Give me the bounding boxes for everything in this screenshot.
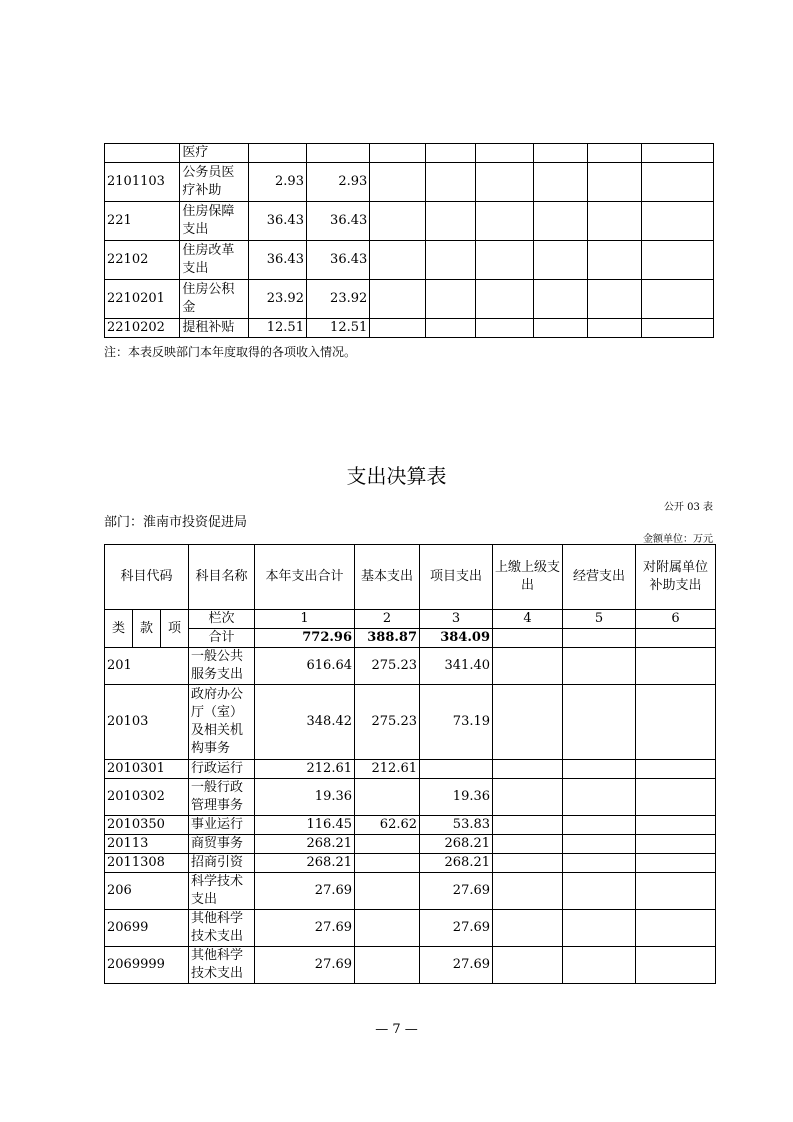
name-cell: 公务员医疗补助 <box>180 163 248 202</box>
code-cell: 2010301 <box>105 760 189 779</box>
code-cell: 2011308 <box>105 854 189 873</box>
basic-cell: 12.51 <box>306 319 369 338</box>
project-cell: 19.36 <box>420 779 493 816</box>
total-label: 合计 <box>189 629 255 648</box>
total-cell: 268.21 <box>255 835 355 854</box>
total-cell: 27.69 <box>255 910 355 947</box>
name-cell: 一般行政管理事务 <box>189 779 255 816</box>
name-cell: 其他科学技术支出 <box>189 910 255 947</box>
basic-cell: 2.93 <box>306 163 369 202</box>
table-row <box>105 319 714 338</box>
table-row <box>105 144 714 163</box>
code-cell: 2010350 <box>105 816 189 835</box>
code-cell <box>105 144 180 163</box>
table-row <box>105 163 714 202</box>
total-basic: 388.87 <box>355 629 420 648</box>
table-row <box>105 779 716 816</box>
col-number: 2 <box>355 610 420 629</box>
basic-cell <box>355 947 420 984</box>
col-number: 4 <box>493 610 563 629</box>
name-cell: 科学技术支出 <box>189 873 255 910</box>
total-cell: 36.43 <box>248 241 306 280</box>
basic-cell <box>355 854 420 873</box>
total-project: 384.09 <box>420 629 493 648</box>
code-cell: 206 <box>105 873 189 910</box>
header-kuan: 款 <box>133 610 161 648</box>
code-cell: 20113 <box>105 835 189 854</box>
code-cell: 22102 <box>105 241 180 280</box>
col-number: 6 <box>636 610 716 629</box>
basic-cell <box>306 144 369 163</box>
basic-cell: 275.23 <box>355 685 420 760</box>
project-cell: 53.83 <box>420 816 493 835</box>
table-row <box>105 947 716 984</box>
unit-label: 金额单位：万元 <box>643 534 713 545</box>
total-row <box>105 629 716 648</box>
total-cell: 19.36 <box>255 779 355 816</box>
name-cell: 一般公共服务支出 <box>189 648 255 685</box>
name-cell: 其他科学技术支出 <box>189 947 255 984</box>
department-label: 部门：淮南市投资促进局 <box>104 515 248 530</box>
header-col1: 本年支出合计 <box>255 545 355 610</box>
column-number-row <box>105 610 716 629</box>
name-cell: 医疗 <box>180 144 248 163</box>
project-cell <box>420 760 493 779</box>
project-cell: 27.69 <box>420 910 493 947</box>
project-cell: 27.69 <box>420 873 493 910</box>
header-col6: 对附属单位补助支出 <box>636 545 716 610</box>
header-name: 科目名称 <box>189 545 255 610</box>
basic-cell: 23.92 <box>306 280 369 319</box>
name-cell: 住房改革支出 <box>180 241 248 280</box>
total-cell: 2.93 <box>248 163 306 202</box>
header-row <box>105 545 716 610</box>
table-row <box>105 816 716 835</box>
table-row <box>105 685 716 760</box>
code-cell: 20699 <box>105 910 189 947</box>
total-cell: 116.45 <box>255 816 355 835</box>
project-cell: 268.21 <box>420 854 493 873</box>
basic-cell: 275.23 <box>355 648 420 685</box>
total-cell: 212.61 <box>255 760 355 779</box>
name-cell: 住房公积金 <box>180 280 248 319</box>
name-cell: 商贸事务 <box>189 835 255 854</box>
expenditure-table <box>104 544 716 984</box>
header-col2: 基本支出 <box>355 545 420 610</box>
page-title: 支出决算表 <box>346 464 447 488</box>
table-row <box>105 854 716 873</box>
basic-cell <box>355 779 420 816</box>
total-cell: 616.64 <box>255 648 355 685</box>
table-note: 注：本表反映部门本年度取得的各项收入情况。 <box>104 345 357 359</box>
table-row <box>105 760 716 779</box>
table-row <box>105 835 716 854</box>
total-sum: 772.96 <box>255 629 355 648</box>
code-cell: 2010302 <box>105 779 189 816</box>
basic-cell: 212.61 <box>355 760 420 779</box>
table-row <box>105 910 716 947</box>
project-cell: 27.69 <box>420 947 493 984</box>
basic-cell <box>355 873 420 910</box>
header-lanci: 栏次 <box>189 610 255 629</box>
code-cell: 2210201 <box>105 280 180 319</box>
total-cell: 27.69 <box>255 873 355 910</box>
income-table-continuation <box>104 143 714 338</box>
header-col3: 项目支出 <box>420 545 493 610</box>
table-row <box>105 648 716 685</box>
header-lei: 类 <box>105 610 133 648</box>
project-cell: 73.19 <box>420 685 493 760</box>
total-cell: 348.42 <box>255 685 355 760</box>
name-cell: 招商引资 <box>189 854 255 873</box>
project-cell: 268.21 <box>420 835 493 854</box>
table-row <box>105 202 714 241</box>
form-number: 公开 03 表 <box>663 502 713 513</box>
col-number: 1 <box>255 610 355 629</box>
total-cell: 23.92 <box>248 280 306 319</box>
table-row <box>105 241 714 280</box>
name-cell: 住房保障支出 <box>180 202 248 241</box>
header-code: 科目代码 <box>105 545 189 610</box>
code-cell: 20103 <box>105 685 189 760</box>
code-cell: 2210202 <box>105 319 180 338</box>
page-number: — 7 — <box>375 1022 418 1037</box>
total-cell: 36.43 <box>248 202 306 241</box>
header-col5: 经营支出 <box>563 545 636 610</box>
name-cell: 行政运行 <box>189 760 255 779</box>
code-cell: 2069999 <box>105 947 189 984</box>
basic-cell: 36.43 <box>306 202 369 241</box>
header-col4: 上缴上级支出 <box>493 545 563 610</box>
code-cell: 201 <box>105 648 189 685</box>
basic-cell: 36.43 <box>306 241 369 280</box>
total-cell <box>248 144 306 163</box>
table-row <box>105 873 716 910</box>
basic-cell <box>355 835 420 854</box>
name-cell: 政府办公厅（室）及相关机构事务 <box>189 685 255 760</box>
header-xiang: 项 <box>161 610 189 648</box>
total-cell: 268.21 <box>255 854 355 873</box>
project-cell: 341.40 <box>420 648 493 685</box>
name-cell: 事业运行 <box>189 816 255 835</box>
code-cell: 2101103 <box>105 163 180 202</box>
basic-cell <box>355 910 420 947</box>
col-number: 5 <box>563 610 636 629</box>
name-cell: 提租补贴 <box>180 319 248 338</box>
total-cell: 27.69 <box>255 947 355 984</box>
col-number: 3 <box>420 610 493 629</box>
basic-cell: 62.62 <box>355 816 420 835</box>
code-cell: 221 <box>105 202 180 241</box>
table-row <box>105 280 714 319</box>
total-cell: 12.51 <box>248 319 306 338</box>
